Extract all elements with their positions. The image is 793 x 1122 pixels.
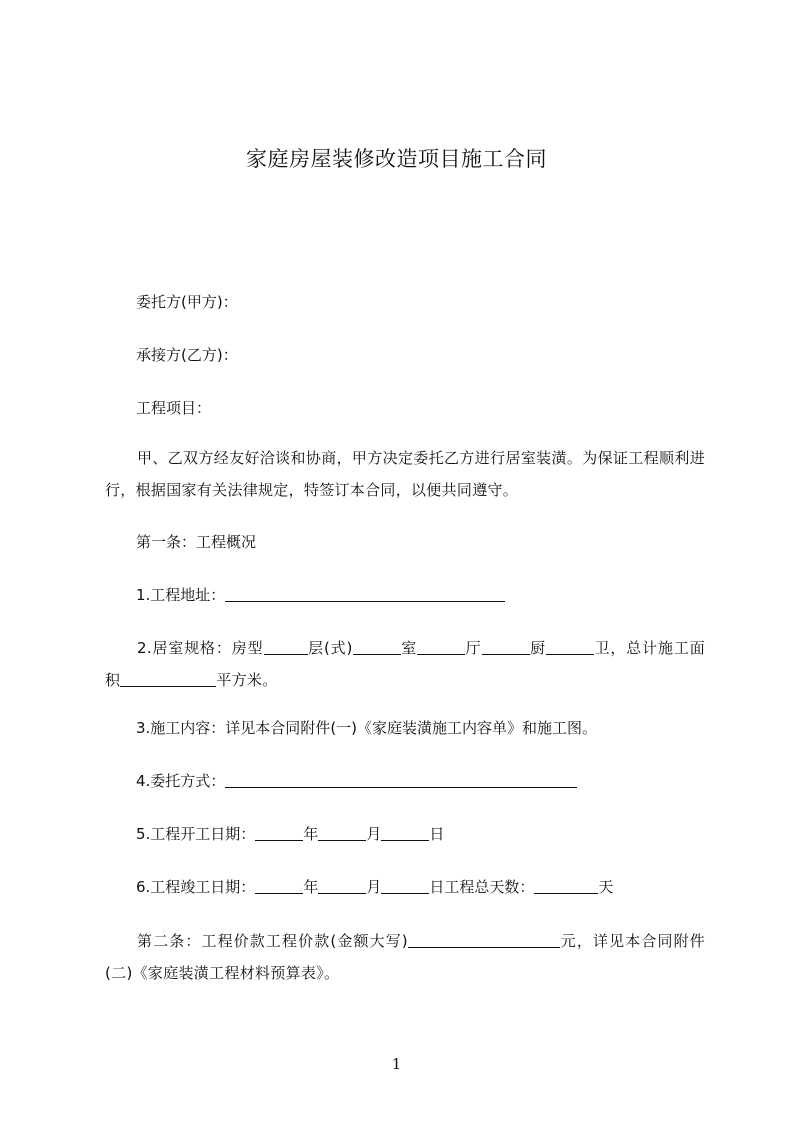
item2-room-spec [105, 632, 705, 696]
start-year-label: 年 [303, 825, 319, 843]
price-blank[interactable] [408, 932, 560, 948]
area-unit: 平方米。 [216, 671, 278, 689]
item5-start-date [136, 824, 444, 844]
end-month-label: 月 [366, 878, 382, 896]
project-label: 工程项目： [136, 399, 212, 417]
start-month-blank[interactable] [318, 825, 366, 841]
party-a-label: 委托方(甲方)： [136, 293, 238, 311]
room-label: 室 [400, 639, 418, 657]
document-title: 家庭房屋装修改造项目施工合同 [246, 147, 547, 171]
end-day-blank[interactable] [381, 878, 429, 894]
item2-prefix: 2.居室规格：房型 [137, 639, 264, 657]
article2-suffix: 元，详见本合同附件(二)《家庭装潢工程材料预算表》。 [105, 932, 706, 982]
party-b-label: 承接方(乙方)： [136, 346, 238, 364]
start-year-blank[interactable] [255, 825, 303, 841]
start-month-label: 月 [366, 825, 382, 843]
bath-total-label: 卫，总计施工面积 [105, 639, 706, 689]
item6-end-date [136, 877, 613, 897]
item6-label: 6.工程竣工日期： [136, 878, 256, 896]
item3-content: 3.施工内容：详见本合同附件(一)《家庭装潢施工内容单》和施工图。 [136, 719, 598, 737]
method-blank[interactable] [225, 772, 577, 788]
kitchen-label: 厨 [529, 639, 546, 657]
end-month-blank[interactable] [318, 878, 366, 894]
floor-blank[interactable] [353, 639, 401, 655]
area-blank[interactable] [120, 671, 216, 687]
item1-address [136, 585, 505, 605]
item4-label: 4.委托方式： [136, 772, 226, 790]
end-year-label: 年 [303, 878, 319, 896]
total-days-blank[interactable] [534, 878, 598, 894]
total-days-label: 日工程总天数： [429, 878, 535, 896]
item5-label: 5.工程开工日期： [136, 825, 256, 843]
kitchen-blank[interactable] [546, 639, 594, 655]
start-day-blank[interactable] [381, 825, 429, 841]
hall-label: 厅 [465, 639, 482, 657]
article2-price [105, 925, 705, 989]
hall-blank[interactable] [482, 639, 530, 655]
days-unit: 天 [598, 878, 614, 896]
article2-prefix: 第二条：工程价款工程价款(金额大写) [137, 932, 408, 950]
house-type-blank[interactable] [264, 639, 308, 655]
end-year-blank[interactable] [255, 878, 303, 894]
item4-method [136, 771, 577, 791]
room-blank[interactable] [417, 639, 465, 655]
start-day-label: 日 [429, 825, 445, 843]
address-blank[interactable] [225, 586, 505, 602]
page-number: 1 [391, 1055, 402, 1073]
intro-paragraph: 甲、乙双方经友好洽谈和协商，甲方决定委托乙方进行居室装潢。为保证工程顺利进行，根据国家有关法律规定，特签订本合同，以便共同遵守。 [105, 449, 705, 499]
floor-label: 层(式) [307, 639, 353, 657]
item1-label: 1.工程地址： [136, 586, 226, 604]
article1-heading: 第一条：工程概况 [136, 533, 257, 551]
